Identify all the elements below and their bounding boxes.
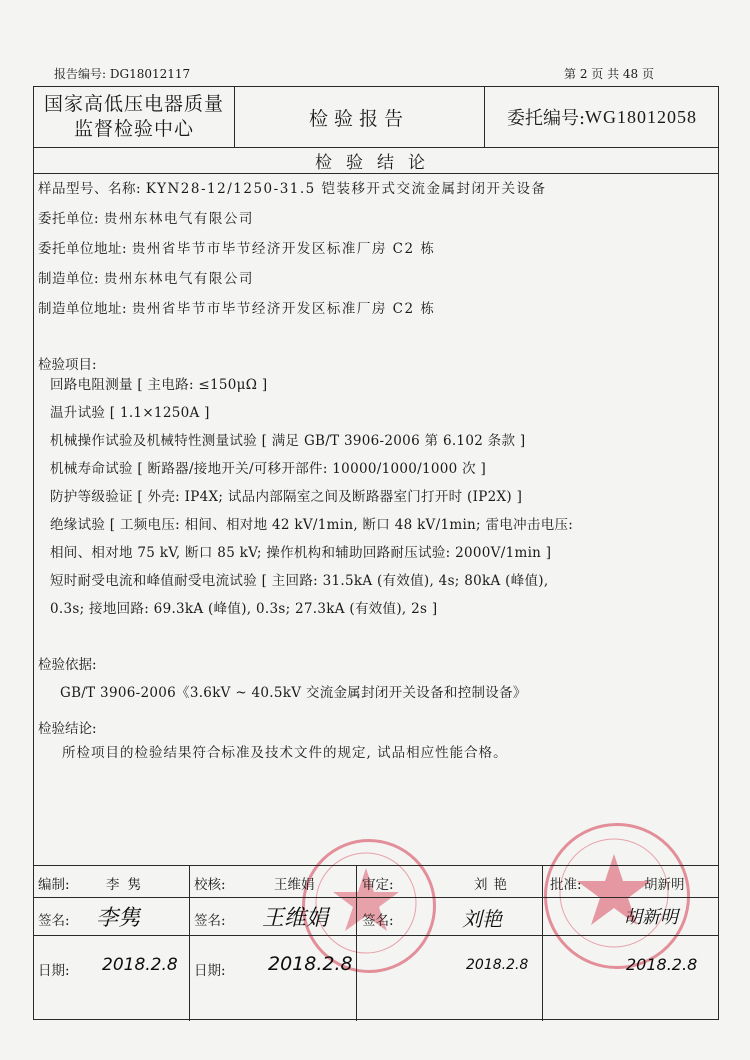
review-name: 刘艳 — [474, 877, 513, 893]
test-item: 防护等级验证 [ 外壳: IP4X; 试品内部隔室之间及断路器室门打开时 (IP2X) ] — [50, 489, 523, 505]
page-number: 第 2 页 共 48 页 — [564, 67, 654, 81]
sample-value: KYN28-12/1250-31.5 铠装移开式交流金属封闭开关设备 — [145, 181, 547, 197]
divider — [356, 865, 357, 1021]
divider — [189, 865, 190, 1021]
divider — [34, 935, 718, 936]
test-item: 机械寿命试验 [ 断路器/接地开关/可移开部件: 10000/1000/1000 次 ] — [50, 461, 487, 477]
conclusion-label: 检验结论: — [38, 721, 97, 737]
maker-address-value: 贵州省毕节市毕节经济开发区标准厂房 C2 栋 — [131, 301, 436, 317]
maker-label: 制造单位: — [38, 271, 100, 287]
date-label: 日期: — [38, 963, 70, 979]
divider — [34, 173, 718, 174]
basis-text: GB/T 3906-2006《3.6kV ~ 40.5kV 交流金属封闭开关设备和控制设备》 — [60, 685, 527, 701]
client-label: 委托单位: — [38, 211, 100, 227]
compile-name: 李隽 — [106, 877, 149, 893]
date-checker: 2018.2.8 — [268, 953, 353, 975]
sample-label: 样品型号、名称: — [38, 181, 142, 197]
test-item: 回路电阻测量 [ 主电路: ≤150μΩ ] — [50, 377, 268, 393]
conclusion-text: 所检项目的检验结果符合标准及技术文件的规定, 试品相应性能合格。 — [62, 745, 508, 761]
conclusion-title: 检验结论 — [315, 152, 439, 173]
divider — [34, 897, 718, 898]
basis-title: 检验依据: — [38, 657, 97, 673]
client-value: 贵州东林电气有限公司 — [103, 211, 254, 227]
org-name-line1: 国家高低压电器质量 — [43, 93, 224, 115]
report-number: 报告编号: DG18012117 — [54, 67, 191, 81]
approve-label: 批准: — [550, 877, 582, 893]
commission-value: WG18012058 — [585, 106, 698, 127]
sign-label: 签名: — [362, 913, 394, 929]
test-item: 绝缘试验 [ 工频电压: 相间、相对地 42 kV/1min, 断口 48 kV/1min; 雷电冲击电压: — [50, 517, 574, 533]
signature-reviewer: 刘艳 — [462, 907, 502, 931]
maker-row — [38, 267, 254, 287]
commission-label: 委托编号: — [506, 108, 586, 129]
items-title: 检验项目: — [38, 357, 97, 373]
check-name: 王维娟 — [274, 877, 315, 893]
signature-checker: 王维娟 — [262, 906, 329, 931]
date-reviewer: 2018.2.8 — [466, 957, 529, 973]
approve-name: 胡新明 — [644, 877, 685, 893]
commission-number — [484, 87, 720, 147]
signature-approver: 胡新明 — [624, 907, 678, 928]
sign-label: 签名: — [194, 913, 226, 929]
maker-address-row — [38, 297, 435, 317]
maker-value: 贵州东林电气有限公司 — [103, 271, 254, 287]
test-item: 短时耐受电流和峰值耐受电流试验 [ 主回路: 31.5kA (有效值), 4s; 80kA (峰值), — [50, 573, 549, 589]
client-row — [38, 207, 254, 227]
check-label: 校核: — [194, 877, 226, 893]
divider — [542, 865, 543, 1021]
test-item: 温升试验 [ 1.1×1250A ] — [50, 405, 210, 421]
test-item: 机械操作试验及机械特性测量试验 [ 满足 GB/T 3906-2006 第 6.102 条款 ] — [50, 433, 526, 449]
test-item: 0.3s; 接地回路: 69.3kA (峰值), 0.3s; 27.3kA (有效值), 2s ] — [50, 601, 438, 617]
sample-row — [38, 177, 547, 197]
client-address-value: 贵州省毕节市毕节经济开发区标准厂房 C2 栋 — [131, 241, 436, 257]
client-address-label: 委托单位地址: — [38, 241, 128, 257]
report-title: 检验报告 — [308, 107, 409, 130]
client-address-row — [38, 237, 435, 257]
signature-compiler: 李隽 — [96, 906, 141, 931]
compile-label: 编制: — [38, 877, 70, 893]
date-compiler: 2018.2.8 — [102, 955, 178, 975]
date-approver: 2018.2.8 — [626, 955, 698, 974]
date-label: 日期: — [194, 963, 226, 979]
maker-address-label: 制造单位地址: — [38, 301, 128, 317]
test-item: 相间、相对地 75 kV, 断口 85 kV; 操作机构和辅助回路耐压试验: 2000V/1min ] — [50, 545, 552, 561]
report-frame — [33, 86, 719, 1020]
org-name-line2: 监督检验中心 — [73, 118, 194, 140]
org-name — [34, 87, 234, 147]
sign-label: 签名: — [38, 913, 70, 929]
seal-star-icon — [547, 826, 681, 960]
divider — [34, 865, 718, 866]
review-label: 审定: — [362, 877, 394, 893]
institute-seal — [544, 823, 690, 969]
